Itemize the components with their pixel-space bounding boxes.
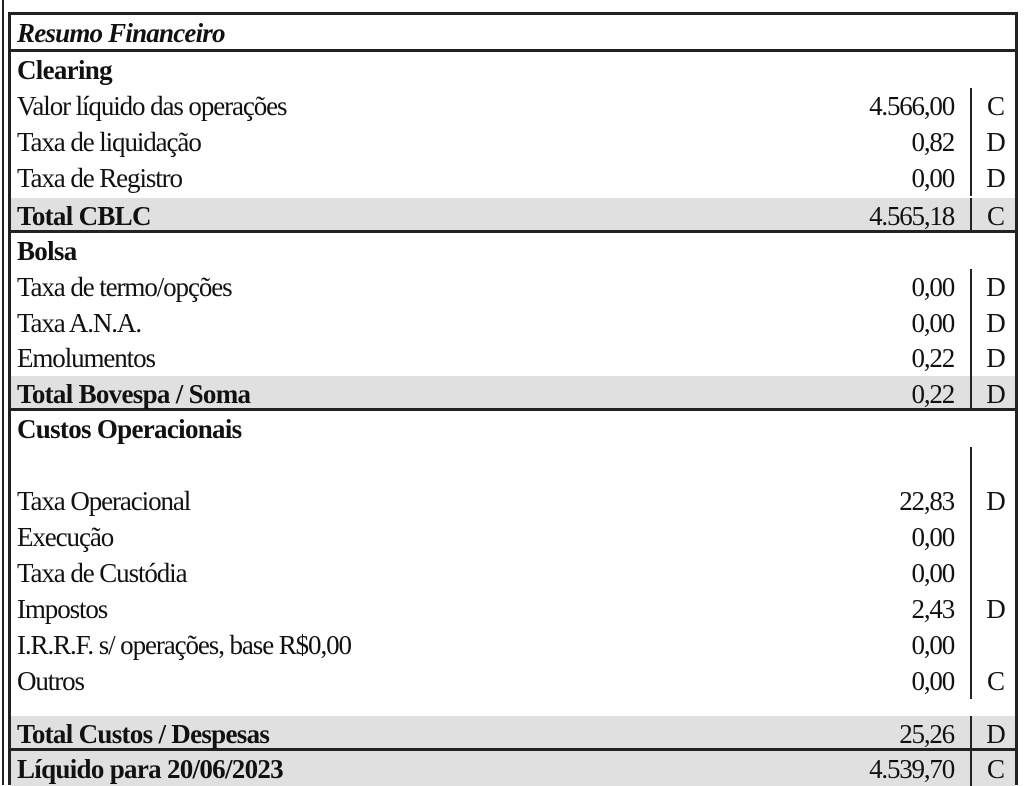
table-row [11,627,1015,663]
section-header-bolsa [11,233,1015,269]
column-separator [970,716,972,748]
column-separator [970,376,972,408]
row-value: 0,00 [911,163,954,193]
column-separator [970,555,972,591]
row-value: 0,00 [911,666,954,696]
debit-credit-flag: D [986,163,1006,193]
section-header-label: Clearing [17,55,112,85]
debit-credit-flag: D [986,272,1006,302]
table-row [11,124,1015,160]
total-value: 25,26 [899,719,954,749]
table-row [11,591,1015,627]
column-separator [970,198,972,230]
column-separator [970,447,972,483]
row-label: Taxa Operacional [17,486,191,516]
row-label: Taxa de liquidação [17,127,201,157]
column-separator [970,483,972,519]
net-total-label: Líquido para 20/06/2023 [17,754,283,784]
table-row [11,483,1015,519]
table-row [11,519,1015,555]
row-label: Taxa de Registro [17,163,182,193]
table-row [11,305,1015,341]
column-separator [970,160,972,196]
total-row-bovespa [11,376,1015,411]
total-label: Total CBLC [17,201,151,231]
column-separator [970,340,972,376]
debit-credit-flag: D [986,343,1006,373]
row-value: 0,00 [911,308,954,338]
row-label: Taxa A.N.A. [17,308,141,338]
row-value: 0,22 [911,343,954,373]
total-value: 0,22 [911,379,954,409]
debit-credit-flag: C [986,201,1005,231]
summary-title: Resumo Financeiro [17,18,225,48]
total-row-custos-despesas [11,716,1015,751]
table-row [11,340,1015,376]
debit-credit-flag: D [986,127,1006,157]
row-value: 0,82 [911,127,954,157]
row-value: 2,43 [911,594,954,624]
debit-credit-flag: C [986,91,1005,121]
table-row [11,555,1015,591]
column-separator [970,591,972,627]
total-row-cblc [11,198,1015,233]
debit-credit-flag: C [986,754,1005,784]
outer-left-border [2,0,4,785]
debit-credit-flag: D [986,308,1006,338]
row-label: Impostos [17,594,108,624]
row-label: Execução [17,522,114,552]
section-header-label: Custos Operacionais [17,414,242,444]
financial-summary-table [8,12,1018,785]
row-label: Emolumentos [17,343,155,373]
net-total-value: 4.539,70 [869,754,954,784]
row-value: 4.566,00 [869,91,954,121]
net-total-row [11,751,1015,786]
table-row [11,663,1015,699]
column-separator [970,88,972,124]
section-header-clearing [11,52,1015,88]
column-separator [970,627,972,663]
row-label: Taxa de termo/opções [17,272,232,302]
row-label: Valor líquido das operações [17,91,287,121]
debit-credit-flag: C [986,666,1005,696]
column-separator [970,124,972,160]
column-separator [970,751,972,786]
debit-credit-flag: D [986,594,1006,624]
section-header-custos-operacionais [11,411,1015,447]
table-row [11,160,1015,196]
row-value: 0,00 [911,630,954,660]
column-separator [970,519,972,555]
section-header-label: Bolsa [17,236,77,266]
debit-credit-flag: D [986,379,1006,409]
row-value: 0,00 [911,272,954,302]
row-label: Outros [17,666,84,696]
column-separator [970,305,972,341]
column-separator [970,269,972,305]
column-separator [970,663,972,699]
table-row [11,88,1015,124]
title-row [11,15,1015,52]
total-value: 4.565,18 [869,201,954,231]
total-label: Total Custos / Despesas [17,719,270,749]
row-label: I.R.R.F. s/ operações, base R$0,00 [17,630,351,660]
row-value: 0,00 [911,558,954,588]
row-label: Taxa de Custódia [17,558,187,588]
table-row [11,269,1015,305]
debit-credit-flag: D [986,486,1006,516]
total-label: Total Bovespa / Soma [17,379,251,409]
row-value: 22,83 [899,486,954,516]
debit-credit-flag: D [986,719,1006,749]
row-value: 0,00 [911,522,954,552]
